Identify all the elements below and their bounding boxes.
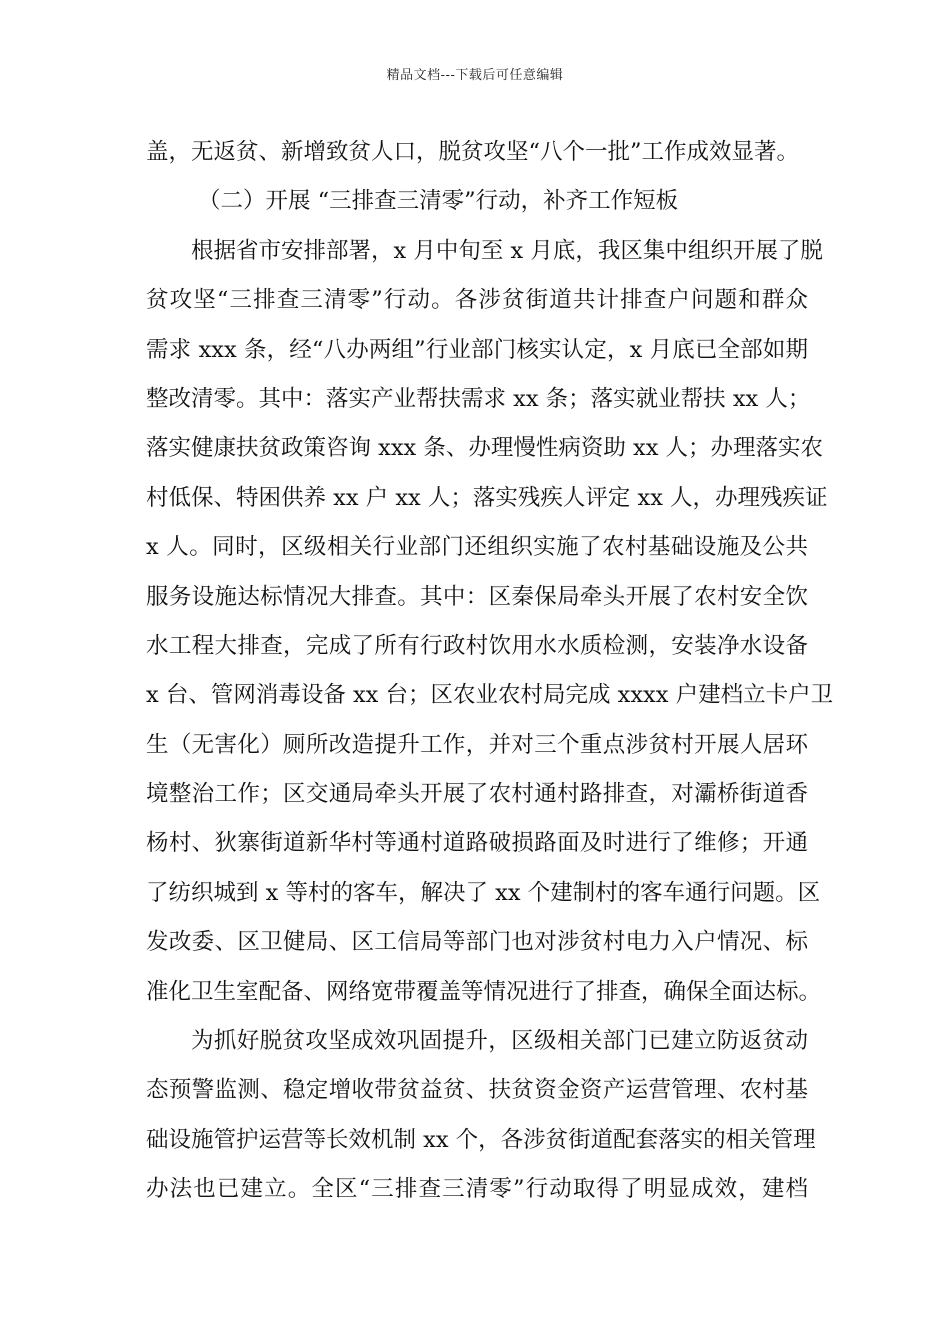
text-line: 础设施管护运营等长效机制 xx 个，各涉贫街道配套落实的相关管理 — [146, 1126, 816, 1153]
text-line: 杨村、狄寨街道新华村等通村道路破损路面及时进行了维修；开通 — [146, 830, 808, 857]
paragraph-first-line: 为抓好脱贫攻坚成效巩固提升，区级相关部门已建立防返贫动 — [191, 1028, 808, 1055]
text-line: 服务设施达标情况大排查。其中：区秦保局牵头开展了农村安全饮 — [146, 583, 808, 610]
document-body — [146, 128, 834, 1215]
text-line: x 人。同时，区级相关行业部门还组织实施了农村基础设施及公共 — [146, 534, 808, 561]
text-line: 了纺织城到 x 等村的客车，解决了 xx 个建制村的客车通行问题。区 — [146, 879, 821, 906]
text-line: 生（无害化）厕所改造提升工作，并对三个重点涉贫村开展人居环 — [146, 731, 808, 758]
text-line: 盖，无返贫、新增致贫人口，脱贫攻坚“八个一批”工作成效显著。 — [146, 139, 800, 165]
section-heading: （二）开展 “三排查三清零”行动，补齐工作短板 — [198, 188, 679, 215]
text-line: 办法也已建立。全区“三排查三清零”行动取得了明显成效，建档 — [146, 1176, 808, 1203]
text-line: 村低保、特困供养 xx 户 xx 人；落实残疾人评定 xx 人，办理残疾证 — [146, 484, 828, 511]
text-line: x 台、管网消毒设备 xx 台；区农业农村局完成 xxxx 户建档立卡户卫 — [146, 682, 834, 709]
text-line: 整改清零。其中：落实产业帮扶需求 xx 条；落实就业帮扶 xx 人； — [146, 385, 811, 412]
text-line: 贫攻坚“三排查三清零”行动。各涉贫街道共计排查户问题和群众 — [146, 287, 808, 314]
text-line: 需求 xxx 条，经“八办两组”行业部门核实认定，x 月底已全部如期 — [146, 336, 808, 363]
text-line: 落实健康扶贫政策咨询 xxx 条、办理慢性病资助 xx 人；办理落实农 — [146, 435, 824, 462]
paragraph-first-line: 根据省市安排部署，x 月中旬至 x 月底，我区集中组织开展了脱 — [191, 237, 823, 264]
text-line: 态预警监测、稳定增收带贫益贫、扶贫资金资产运营管理、农村基 — [146, 1077, 808, 1104]
text-line: 境整治工作；区交通局牵头开展了农村通村路排查，对灞桥街道香 — [146, 781, 808, 808]
page-header: 精品文档---下载后可任意编辑 — [386, 68, 564, 83]
text-line: 水工程大排查，完成了所有行政村饮用水水质检测，安装净水设备 — [146, 632, 808, 659]
text-line: 准化卫生室配备、网络宽带覆盖等情况进行了排查，确保全面达标。 — [146, 978, 822, 1005]
text-line: 发改委、区卫健局、区工信局等部门也对涉贫村电力入户情况、标 — [146, 929, 808, 956]
